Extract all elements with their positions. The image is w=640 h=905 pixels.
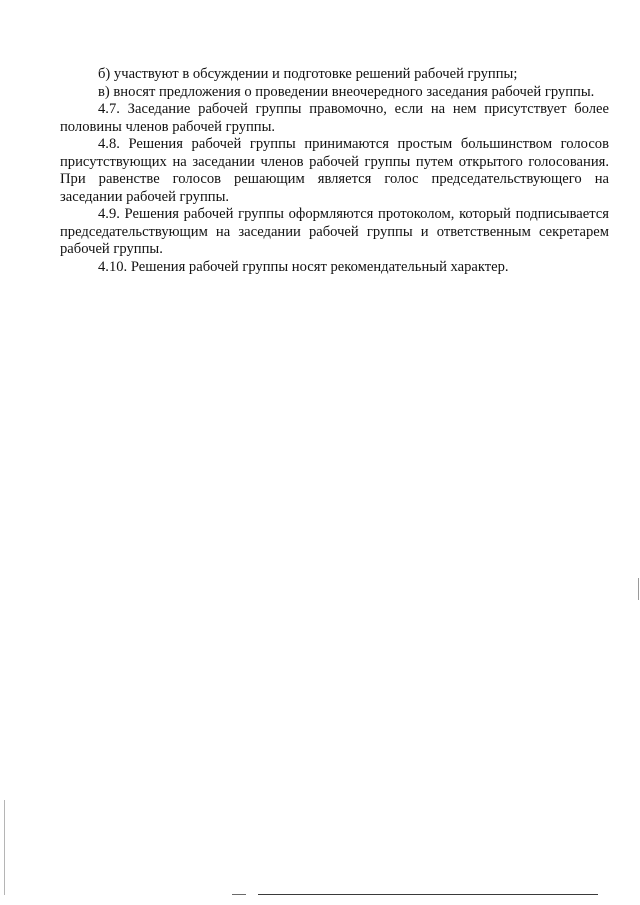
paragraph-4-8: 4.8. Решения рабочей группы принимаются простым большинством голосов присутствующих на заседании членов рабочей группы путем открытого голосования. При равенстве голосов решающим является голос председательствующего на заседании рабочей группы. (60, 136, 609, 205)
scan-edge-mark-right (638, 578, 639, 600)
paragraph-4-7: 4.7. Заседание рабочей группы правомочно, если на нем присутствует более половины членов рабочей группы. (60, 101, 609, 135)
document-body (60, 66, 609, 276)
paragraph-4-9: 4.9. Решения рабочей группы оформляются протоколом, который подписывается председательствующим на заседании рабочей группы и ответственным секретарем рабочей группы. (60, 206, 609, 257)
scan-edge-mark-left (4, 800, 5, 895)
paragraph-4-10: 4.10. Решения рабочей группы носят рекомендательный характер. (98, 258, 509, 275)
paragraph-v: в) вносят предложения о проведении внеочередного заседания рабочей группы. (98, 83, 595, 100)
scan-bottom-line (258, 894, 598, 895)
scan-bottom-dash (232, 894, 246, 895)
paragraph-b: б) участвуют в обсуждении и подготовке решений рабочей группы; (98, 66, 518, 82)
